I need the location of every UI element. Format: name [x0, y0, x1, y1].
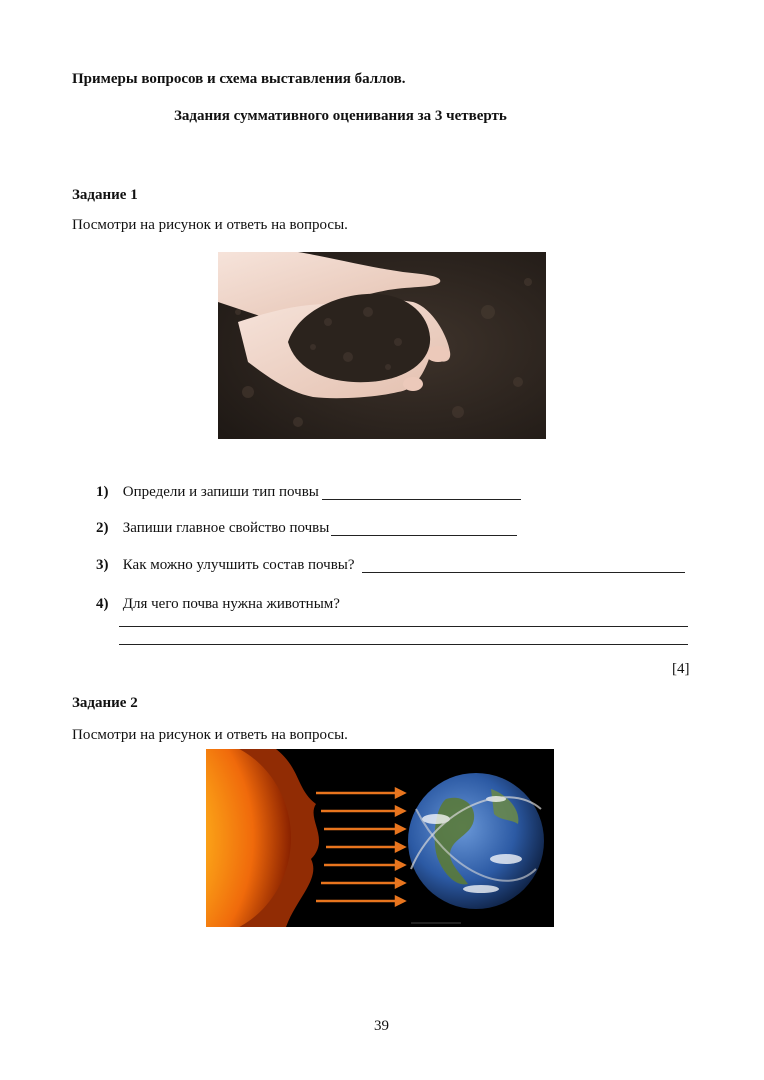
task1-score: [4]	[672, 661, 690, 677]
question-4	[96, 596, 340, 613]
question-2-text: Запиши главное свойство почвы	[122, 520, 330, 536]
task2-instruction: Посмотри на рисунок и ответь на вопросы.	[72, 727, 348, 743]
answer-line-4b[interactable]	[119, 644, 688, 645]
answer-line-4a[interactable]	[119, 626, 688, 627]
sun-earth-photo	[206, 749, 554, 927]
question-1-number: 1)	[96, 484, 109, 500]
question-4-number: 4)	[96, 596, 109, 612]
document-subheading: Задания суммативного оценивания за 3 четверть	[174, 108, 507, 124]
task2-title: Задание 2	[72, 695, 138, 711]
soil-photo	[218, 252, 546, 439]
document-heading: Примеры вопросов и схема выставления баллов.	[72, 71, 406, 87]
question-3-text: Как можно улучшить состав почвы?	[122, 557, 355, 573]
question-4-text: Для чего почва нужна животным?	[122, 596, 340, 612]
answer-line-2[interactable]	[331, 535, 517, 536]
question-1	[96, 484, 319, 501]
answer-line-3[interactable]	[362, 572, 685, 573]
question-1-text: Определи и запиши тип почвы	[122, 484, 319, 500]
soil-hands-illustration	[218, 252, 546, 439]
task1-instruction: Посмотри на рисунок и ответь на вопросы.	[72, 217, 348, 233]
question-3	[96, 557, 355, 574]
question-2-number: 2)	[96, 520, 109, 536]
task1-title: Задание 1	[72, 187, 138, 203]
sun-earth-illustration	[206, 749, 554, 927]
page-number: 39	[374, 1018, 389, 1034]
question-2	[96, 520, 329, 537]
question-3-number: 3)	[96, 557, 109, 573]
answer-line-1[interactable]	[322, 499, 521, 500]
